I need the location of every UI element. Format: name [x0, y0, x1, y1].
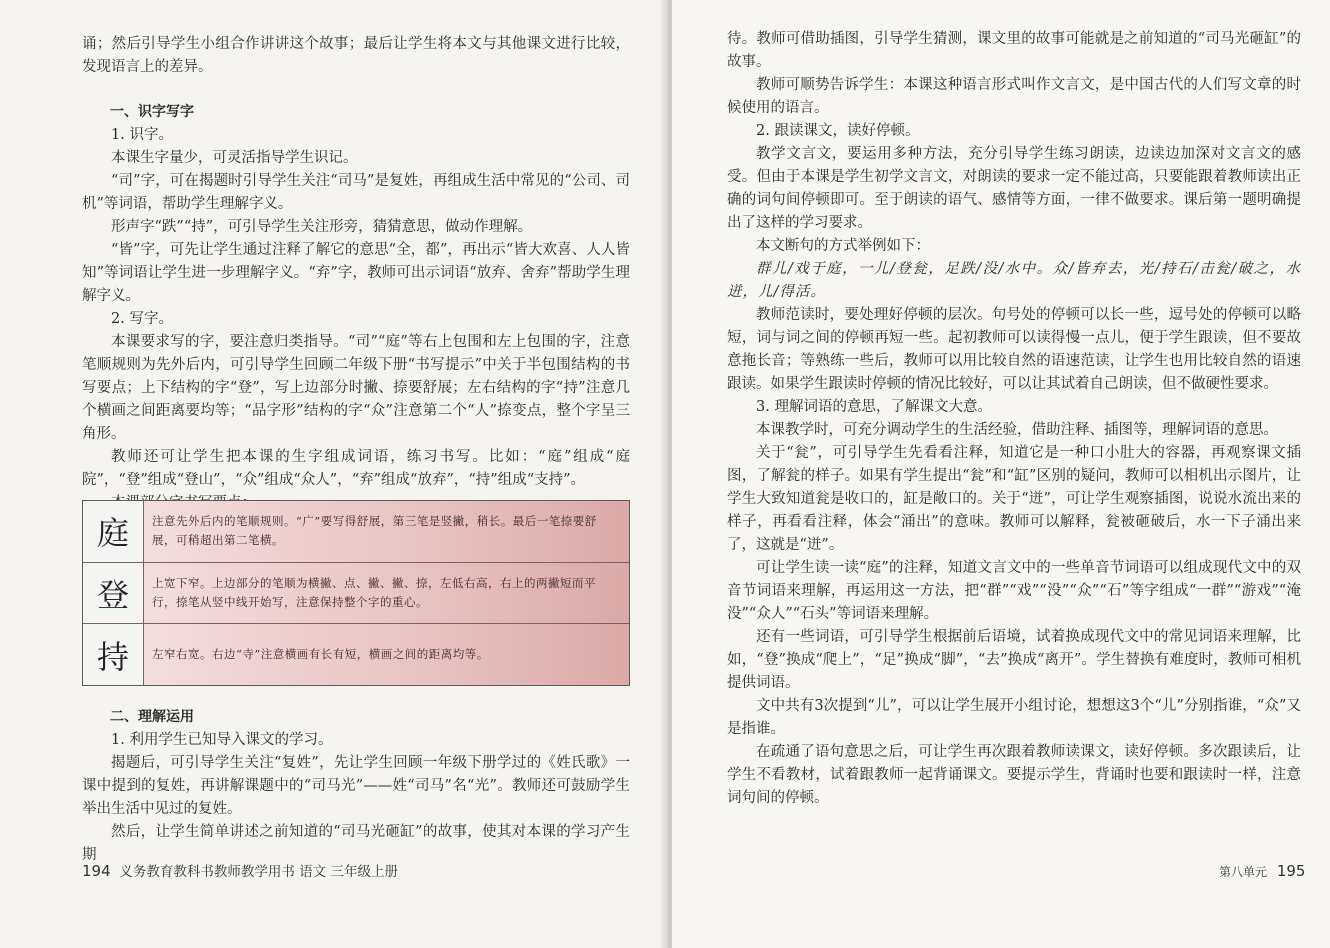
paragraph: 待。教师可借助插图，引导学生猜测，课文里的故事可能就是之前知道的“司马光砸缸”的故事。 [727, 31, 1301, 70]
paragraph: 形声字“跌”“持”，可引导学生关注形旁，猜猜意思，做动作理解。 [111, 219, 533, 235]
paragraph: 关于“瓮”，可引导学生先看看注释，知道它是一种口小肚大的容器，再观察课文插图，了解瓮的样子。如果有学生提出“瓮”和“缸”区别的疑问，教师可以相机出示图片，让学生大致知道瓮是收口的，缸是敞口的。关于“迸”，可让学生观察插图，说说水流出来的样子，再看看注释，体会“涌出”的意味。教师可以解释，瓮被砸破后，水一下子涌出来了，这就是“迸”。 [727, 445, 1301, 553]
table-char: 登 [83, 563, 144, 624]
classical-text-excerpt: 群儿/戏于庭，一儿/登瓮，足跌/没/水中。众/皆弃去，光/持石/击瓮/破之，水迸，儿/得活。 [727, 261, 1301, 300]
paragraph: 3. 理解词语的意思，了解课文大意。 [756, 399, 992, 415]
left-body-top [82, 33, 630, 515]
paragraph: 教学文言文，要运用多种方法，充分引导学生练习朗读，边读边加深对文言文的感受。但由于本课是学生初学文言文，对朗读的要求一定不能过高，只要能跟着教师读出正确的词句间停顿即可。至于朗读的语气、感情等方面，一律不做要求。课后第一题明确提出了这样的学习要求。 [727, 146, 1301, 231]
table-char: 持 [83, 624, 144, 685]
paragraph: 在疏通了语句意思之后，可让学生再次跟着教师读课文，读好停顿。多次跟读后，让学生不看教材，试着跟教师一起背诵课文。要提示学生，背诵时也要和跟读时一样，注意词句间的停顿。 [727, 744, 1301, 806]
section-heading: 一、识字写字 [110, 104, 194, 120]
paragraph: 本课生字量少，可灵活指导学生识记。 [111, 150, 358, 166]
paragraph: 然后，让学生简单讲述之前知道的“司马光砸缸”的故事，使其对本课的学习产生期 [82, 824, 630, 863]
section-heading: 二、理解运用 [110, 709, 194, 725]
paragraph: 文中共有3次提到“儿”，可以让学生展开小组讨论，想想这3个“儿”分别指谁，“众”又是指谁。 [727, 698, 1301, 737]
right-body [727, 28, 1301, 810]
paragraph: “司”字，可在揭题时引导学生关注“司马”是复姓，再组成生活中常见的“公司、司机”等词语，帮助学生理解字义。 [82, 173, 630, 212]
paragraph: 教师还可让学生把本课的生字组成词语，练习书写。比如：“庭”组成“庭院”，“登”组成“登山”，“众”组成“众人”，“弃”组成“放弃”，“持”组成“支持”。 [82, 449, 630, 488]
paragraph: 2. 跟读课文，读好停顿。 [756, 123, 920, 139]
page-number: 194 [82, 862, 111, 880]
paragraph: 本课教学时，可充分调动学生的生活经验，借助注释、插图等，理解词语的意思。 [756, 422, 1278, 438]
character-writing-table [82, 500, 630, 686]
paragraph: 本课要求写的字，要注意归类指导。“司”“庭”等右上包围和左上包围的字，注意笔顺规则为先外后内，可引导学生回顾二年级下册“书写提示”中关于半包围结构的书写要点；上下结构的字“登”，写上边部分时撇、捺要舒展；左右结构的字“持”注意几个横画之间距离要均等；“品字形”结构的字“众”注意第二个“人”捺变点，整个字呈三角形。 [82, 334, 630, 442]
table-note: 上宽下窄。上边部分的笔顺为横撇、点、撇、撇、捺，左低右高，右上的两撇短而平行，捺笔从竖中线开始写，注意保持整个字的重心。 [144, 563, 629, 624]
paragraph: “皆”字，可先让学生通过注释了解它的意思“全，都”，再出示“皆大欢喜、人人皆知”等词语让学生进一步理解字义。“弃”字，教师可出示词语“放弃、舍弃”帮助学生理解字义。 [82, 242, 630, 304]
paragraph: 1. 识字。 [111, 127, 173, 143]
paragraph: 2. 写字。 [111, 311, 173, 327]
table-char: 庭 [83, 501, 144, 562]
table-row [83, 562, 629, 624]
book-title: 义务教育教科书教师教学用书 语文 三年级上册 [119, 864, 399, 880]
table-row [83, 501, 629, 562]
paragraph: 教师范读时，要处理好停顿的层次。句号处的停顿可以长一些，逗号处的停顿可以略短，词与词之间的停顿再短一些。起初教师可以读得慢一点儿，便于学生跟读，但不要故意拖长音；等熟练一些后，教师可以用比较自然的语速范读，让学生也用比较自然的语速跟读。如果学生跟读时停顿的情况比较好，可以让其试着自己朗读，但不做硬性要求。 [727, 307, 1301, 392]
paragraph: 还有一些词语，可引导学生根据前后语境，试着换成现代文中的常见词语来理解，比如，“登”换成“爬上”，“足”换成“脚”，“去”换成“离开”。学生替换有难度时，教师可相机提供词语。 [727, 629, 1301, 691]
paragraph: 揭题后，可引导学生关注“复姓”，先让学生回顾一年级下册学过的《姓氏歌》一课中提到的复姓，再讲解课题中的“司马光”——姓“司马”名“光”。教师还可鼓励学生举出生活中见过的复姓。 [82, 755, 630, 817]
right-footer [1219, 862, 1309, 880]
paragraph: 可让学生读一读“庭”的注释，知道文言文中的一些单音节词语可以组成现代文中的双音节词语来理解，再运用这一方法，把“群”“戏”“没”“众”“石”等字组成“一群”“游戏”“淹没”“众人”“石头”等词语来理解。 [727, 560, 1301, 622]
left-footer [82, 860, 398, 880]
page-number: 195 [1276, 862, 1306, 880]
table-row [83, 623, 629, 685]
left-body-bottom [82, 706, 630, 867]
paragraph: 教师可顺势告诉学生：本课这种语言形式叫作文言文，是中国古代的人们写文章的时候使用的语言。 [727, 77, 1301, 116]
paragraph: 1. 利用学生已知导入课文的学习。 [111, 732, 333, 748]
right-page [672, 0, 1330, 948]
unit-label: 第八单元 [1219, 865, 1268, 879]
table-note: 注意先外后内的笔顺规则。“广”要写得舒展，第三笔是竖撇，稍长。最后一笔捺要舒展，可稍超出第二笔横。 [144, 501, 629, 562]
table-note: 左窄右宽。右边“寺”注意横画有长有短，横画之间的距离均等。 [144, 624, 629, 685]
paragraph: 诵；然后引导学生小组合作讲讲这个故事；最后让学生将本文与其他课文进行比较，发现语言上的差异。 [82, 36, 630, 75]
paragraph: 本文断句的方式举例如下： [756, 238, 930, 254]
